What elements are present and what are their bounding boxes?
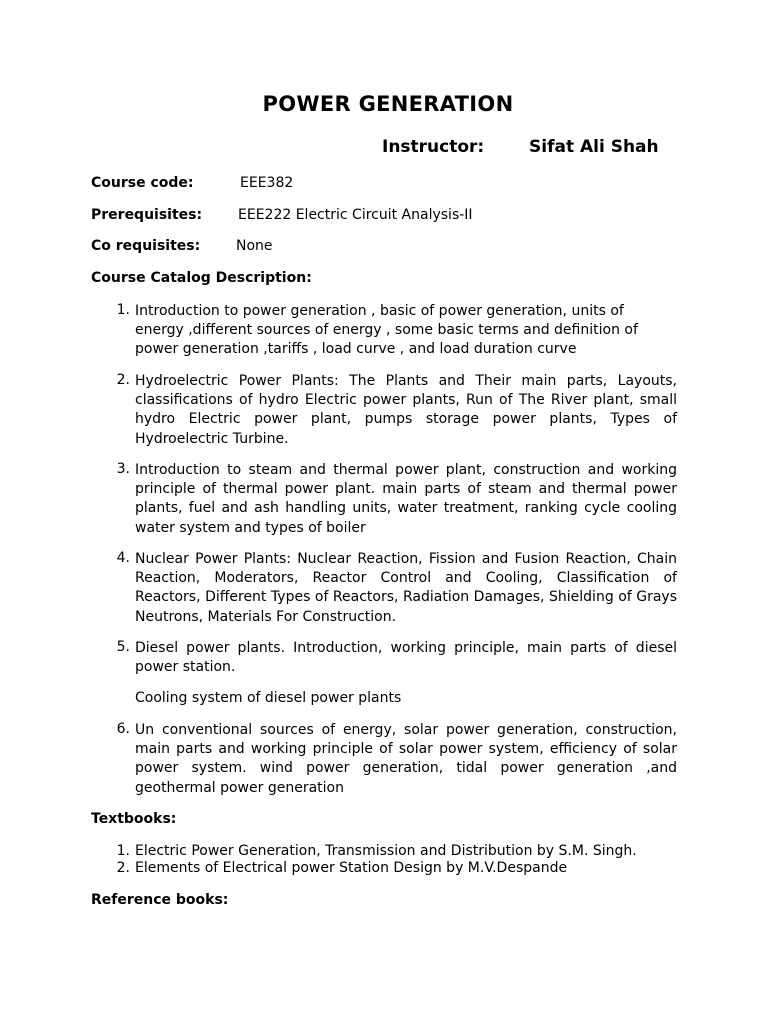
list-item-text: Introduction to power generation , basic of power generation, units of energy ,different sources of energy , some basic terms and definition of power generation ,tariffs , load curve , and load duration curve <box>135 303 638 358</box>
list-item-text: Introduction to steam and thermal power plant, construction and working principle of thermal power plant. main parts of steam and thermal power plants, fuel and ash handling units, water treatment, ranking cycle cooling water system and types of boiler <box>135 462 677 536</box>
textbook-number: 2. <box>116 860 130 876</box>
reference-heading: Reference books: <box>91 892 229 908</box>
page-title: POWER GENERATION <box>262 92 514 116</box>
catalog-heading: Course Catalog Description: <box>91 270 312 286</box>
prerequisites-label: Prerequisites: <box>91 207 203 223</box>
list-item-text: Nuclear Power Plants: Nuclear Reaction, Fission and Fusion Reaction, Chain Reaction, Moderators, Reactor Control and Cooling, Classification of Reactors, Different Types of Reactors, Radiation Damages, Shielding of Grays Neutrons, Materials For Construction. <box>135 551 677 625</box>
list-item-text: Un conventional sources of energy, solar power generation, construction, main parts and working principle of solar power system, efficiency of solar power system. wind power generation, tidal power generation ,and geothermal power generation <box>135 722 677 796</box>
textbook-number: 1. <box>116 843 130 859</box>
course-code-value: EEE382 <box>240 175 294 191</box>
list-item-text: Hydroelectric Power Plants: The Plants and Their main parts, Layouts, classifications of hydro Electric power plants, Run of The River plant, small hydro Electric power plant, pumps storage power plants, Types of Hydroelectric Turbine. <box>135 373 677 447</box>
list-item-number: 5. <box>116 639 130 655</box>
textbook-text: Elements of Electrical power Station Design by M.V.Despande <box>135 860 568 876</box>
list-item-number: 3. <box>116 461 130 477</box>
textbook-text: Electric Power Generation, Transmission and Distribution by S.M. Singh. <box>135 843 637 859</box>
list-item-number: 4. <box>116 550 130 566</box>
corequisites-label: Co requisites: <box>91 238 201 254</box>
instructor-name: Sifat Ali Shah <box>529 137 659 157</box>
list-item-number: 1. <box>116 302 130 318</box>
prerequisites-value: EEE222 Electric Circuit Analysis-II <box>238 207 473 223</box>
catalog-note: Cooling system of diesel power plants <box>135 690 402 706</box>
textbooks-heading: Textbooks: <box>91 811 177 827</box>
corequisites-value: None <box>236 238 273 254</box>
list-item-number: 2. <box>116 372 130 388</box>
list-item-text: Diesel power plants. Introduction, working principle, main parts of diesel power station. <box>135 640 677 676</box>
instructor-label: Instructor: <box>382 137 485 157</box>
course-code-label: Course code: <box>91 175 194 191</box>
list-item-number: 6. <box>116 721 130 737</box>
